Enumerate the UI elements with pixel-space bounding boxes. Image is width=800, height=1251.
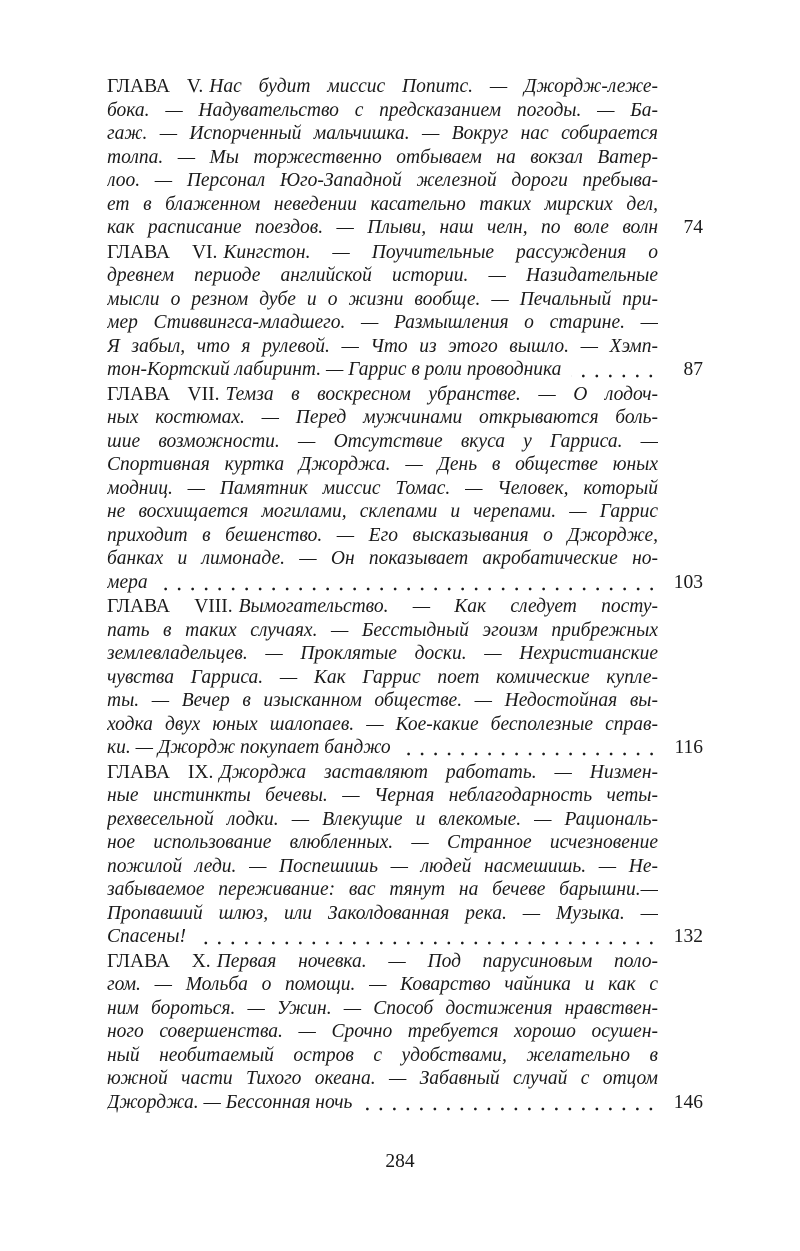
toc-line-text bbox=[107, 902, 658, 926]
toc-line bbox=[107, 950, 703, 974]
chapter-summary-text: ты. — Вечер в изысканном обществе. — Недостойная вы- bbox=[107, 690, 658, 711]
toc-line bbox=[107, 193, 703, 217]
toc-line bbox=[107, 1044, 703, 1068]
toc-line bbox=[107, 1091, 703, 1115]
chapter-summary-text: ного совершенства. — Срочно требуется хорошо осушен- bbox=[107, 1021, 658, 1042]
toc-entry bbox=[107, 595, 703, 760]
toc-line-text bbox=[107, 642, 658, 666]
toc-page-number: 146 bbox=[673, 1091, 703, 1113]
chapter-summary-text: ходка двух юных шалопаев. — Кое-какие бесполезные справ- bbox=[107, 713, 658, 735]
toc-line bbox=[107, 264, 703, 288]
chapter-summary-text: тон-Кортский лабиринт. — Гаррис в роли проводника bbox=[107, 359, 562, 380]
toc-line-text bbox=[107, 477, 658, 501]
chapter-summary-text: ные инстинкты бечевы. — Черная неблагодарность четы- bbox=[107, 785, 658, 806]
toc-line bbox=[107, 973, 703, 997]
toc-line bbox=[107, 878, 703, 902]
dot-leader bbox=[196, 925, 658, 949]
chapter-summary-text: шие возможности. — Отсутствие вкуса у Гарриса. — bbox=[107, 430, 658, 452]
toc-line-text bbox=[107, 216, 658, 240]
toc-entry bbox=[107, 241, 703, 382]
toc-line-text bbox=[107, 925, 658, 949]
toc-line-text bbox=[107, 335, 658, 359]
chapter-summary-text: банках и лимонаде. — Он показывает акробатические но- bbox=[107, 548, 658, 569]
chapter-summary-text: Нас будит миссис Попитс. — Джордж-леже- bbox=[209, 76, 658, 97]
toc-line bbox=[107, 855, 703, 879]
toc-entry bbox=[107, 950, 703, 1115]
toc-line-text bbox=[107, 855, 658, 879]
toc-line-text bbox=[107, 831, 658, 855]
chapter-summary-text: мысли о резном дубе и о жизни вообще. — Печальный при- bbox=[107, 288, 658, 310]
toc-line bbox=[107, 902, 703, 926]
toc-page-number: 74 bbox=[683, 217, 703, 238]
toc-line bbox=[107, 216, 703, 240]
chapter-label: ГЛАВА VII. bbox=[107, 383, 220, 405]
toc-line bbox=[107, 1067, 703, 1091]
toc-line bbox=[107, 689, 703, 713]
chapter-summary-text: Я забыл, что я рулевой. — Что из этого вышло. — Хэмп- bbox=[107, 335, 658, 357]
toc-line-text bbox=[107, 878, 658, 902]
toc-line bbox=[107, 500, 703, 524]
toc-line-text bbox=[107, 453, 658, 477]
chapter-summary-text: Кингстон. — Поучительные рассуждения о bbox=[223, 241, 658, 263]
chapter-summary-text: ное использование влюбленных. — Странное исчезновение bbox=[107, 832, 658, 853]
dot-leader bbox=[362, 1091, 658, 1115]
chapter-summary-text: толпа. — Мы торжественно отбываем на вокзал Ватер- bbox=[107, 146, 658, 168]
toc-line bbox=[107, 335, 703, 359]
toc-line bbox=[107, 311, 703, 335]
chapter-summary-text: пожилой леди. — Поспешишь — людей насмешишь. — Не- bbox=[107, 855, 658, 877]
chapter-summary-text: южной части Тихого океана. — Забавный случай с отцом bbox=[107, 1068, 658, 1089]
toc-page-number: 87 bbox=[683, 359, 703, 380]
toc-line-text bbox=[107, 500, 658, 524]
chapter-summary-text: землевладельцев. — Проклятые доски. — Нехристианские bbox=[107, 643, 658, 664]
toc-line-text bbox=[107, 1067, 658, 1091]
chapter-summary-text: Спасены! bbox=[107, 926, 186, 947]
toc-line-text bbox=[107, 666, 658, 690]
toc-line-text bbox=[107, 430, 658, 454]
toc-line-text bbox=[107, 950, 658, 974]
toc-line-text bbox=[107, 784, 658, 808]
toc-line bbox=[107, 571, 703, 595]
toc-line bbox=[107, 736, 703, 760]
toc-line bbox=[107, 453, 703, 477]
chapter-summary-text: не восхищается могилами, склепами и черепами. — Гаррис bbox=[107, 501, 658, 522]
chapter-summary-text: Джорджа заставляют работать. — Низмен- bbox=[219, 761, 658, 783]
toc-line-text bbox=[107, 264, 658, 288]
toc-line-text bbox=[107, 524, 658, 548]
toc-entry bbox=[107, 75, 703, 240]
toc-line-text bbox=[107, 571, 658, 595]
toc-line-text bbox=[107, 973, 658, 997]
toc-line-text bbox=[107, 122, 658, 146]
toc-line-text bbox=[107, 169, 658, 193]
toc-line bbox=[107, 524, 703, 548]
chapter-label: ГЛАВА V. bbox=[107, 76, 204, 97]
chapter-summary-text: лоо. — Персонал Юго-Западной железной дороги пребыва- bbox=[107, 170, 658, 191]
toc-line bbox=[107, 761, 703, 785]
chapter-label: ГЛАВА VIII. bbox=[107, 596, 233, 617]
chapter-summary-text: ки. — Джордж покупает банджо bbox=[107, 737, 391, 758]
toc-line-text bbox=[107, 1044, 658, 1068]
toc-line bbox=[107, 169, 703, 193]
toc-line-text bbox=[107, 406, 658, 430]
toc-line bbox=[107, 288, 703, 312]
toc-entry bbox=[107, 383, 703, 595]
toc-line bbox=[107, 477, 703, 501]
toc-page-number: 132 bbox=[673, 926, 703, 947]
toc-line bbox=[107, 619, 703, 643]
chapter-summary-text: чувства Гарриса. — Как Гаррис поет комические купле- bbox=[107, 666, 658, 688]
toc-line bbox=[107, 595, 703, 619]
toc-line bbox=[107, 713, 703, 737]
chapter-summary-text: Джорджа. — Бессонная ночь bbox=[107, 1091, 353, 1113]
chapter-summary-text: ет в блаженном неведении касательно таких мирских дел, bbox=[107, 193, 658, 215]
chapter-summary-text: мера bbox=[107, 571, 148, 593]
chapter-label: ГЛАВА VI. bbox=[107, 241, 218, 263]
toc-line-text bbox=[107, 75, 658, 99]
chapter-summary-text: древнем периоде английской истории. — Назидательные bbox=[107, 265, 658, 286]
toc-line-text bbox=[107, 547, 658, 571]
toc-line bbox=[107, 383, 703, 407]
toc-line bbox=[107, 406, 703, 430]
chapter-summary-text: мер Стиввингса-младшего. — Размышления о старине. — bbox=[107, 312, 658, 333]
toc-line bbox=[107, 430, 703, 454]
toc-line bbox=[107, 1020, 703, 1044]
toc-line-text bbox=[107, 241, 658, 265]
chapter-summary-text: Темза в воскресном убранстве. — О лодоч- bbox=[225, 383, 658, 405]
toc-line-text bbox=[107, 761, 658, 785]
toc-line-text bbox=[107, 311, 658, 335]
toc-line bbox=[107, 784, 703, 808]
chapter-summary-text: модниц. — Памятник миссис Томас. — Человек, который bbox=[107, 477, 658, 499]
toc-line bbox=[107, 925, 703, 949]
chapter-summary-text: приходит в бешенство. — Его высказывания о Джордже, bbox=[107, 524, 658, 546]
toc-line bbox=[107, 808, 703, 832]
toc-line-text bbox=[107, 288, 658, 312]
toc-line-text bbox=[107, 997, 658, 1021]
chapter-summary-text: забываемое переживание: вас тянут на бечеве барышни.— bbox=[107, 879, 658, 900]
toc-line-text bbox=[107, 383, 658, 407]
toc-line-text bbox=[107, 1020, 658, 1044]
toc-line bbox=[107, 358, 703, 382]
chapter-label: ГЛАВА IX. bbox=[107, 761, 214, 783]
chapter-summary-text: ный необитаемый остров с удобствами, желательно в bbox=[107, 1044, 658, 1066]
toc-line-text bbox=[107, 808, 658, 832]
toc-line bbox=[107, 997, 703, 1021]
dot-leader bbox=[158, 571, 658, 595]
chapter-summary-text: Спортивная куртка Джорджа. — День в обществе юных bbox=[107, 454, 658, 475]
chapter-summary-text: гом. — Мольба о помощи. — Коварство чайника и как с bbox=[107, 974, 658, 995]
dot-leader bbox=[401, 736, 658, 760]
chapter-summary-text: Первая ночевка. — Под парусиновым поло- bbox=[216, 950, 658, 972]
chapter-summary-text: бока. — Надувательство с предсказанием погоды. — Ба- bbox=[107, 99, 658, 121]
toc-line bbox=[107, 642, 703, 666]
toc-line-text bbox=[107, 146, 658, 170]
chapter-label: ГЛАВА X. bbox=[107, 950, 211, 972]
toc-line-text bbox=[107, 595, 658, 619]
toc-page-number: 116 bbox=[674, 737, 703, 758]
toc-line bbox=[107, 99, 703, 123]
toc-line bbox=[107, 666, 703, 690]
toc-line-text bbox=[107, 713, 658, 737]
toc-line bbox=[107, 122, 703, 146]
toc-line-text bbox=[107, 1091, 658, 1115]
toc-line bbox=[107, 146, 703, 170]
chapter-summary-text: как расписание поездов. — Плыви, наш челн, по воле волн bbox=[107, 217, 658, 238]
toc-line-text bbox=[107, 689, 658, 713]
table-of-contents bbox=[107, 75, 703, 1115]
toc-line-text bbox=[107, 193, 658, 217]
toc-entry bbox=[107, 761, 703, 949]
toc-line bbox=[107, 75, 703, 99]
chapter-summary-text: пать в таких случаях. — Бесстыдный эгоизм прибрежных bbox=[107, 619, 658, 641]
toc-line bbox=[107, 831, 703, 855]
chapter-summary-text: рехвесельной лодки. — Влекущие и влекомые. — Рациональ- bbox=[107, 808, 658, 830]
dot-leader bbox=[571, 358, 658, 382]
chapter-summary-text: Пропавший шлюз, или Заколдованная река. — Музыка. — bbox=[107, 902, 658, 924]
toc-page-number: 103 bbox=[673, 571, 703, 593]
chapter-summary-text: ним бороться. — Ужин. — Способ достижения нравствен- bbox=[107, 997, 658, 1019]
toc-line-text bbox=[107, 619, 658, 643]
toc-line bbox=[107, 241, 703, 265]
chapter-summary-text: гаж. — Испорченный мальчишка. — Вокруг нас собирается bbox=[107, 123, 658, 144]
toc-line bbox=[107, 547, 703, 571]
toc-line-text bbox=[107, 736, 658, 760]
toc-line-text bbox=[107, 358, 658, 382]
toc-line-text bbox=[107, 99, 658, 123]
chapter-summary-text: ных костюмах. — Перед мужчинами открываются боль- bbox=[107, 407, 658, 428]
page-number: 284 bbox=[385, 1151, 415, 1172]
chapter-summary-text: Вымогательство. — Как следует посту- bbox=[238, 596, 658, 617]
